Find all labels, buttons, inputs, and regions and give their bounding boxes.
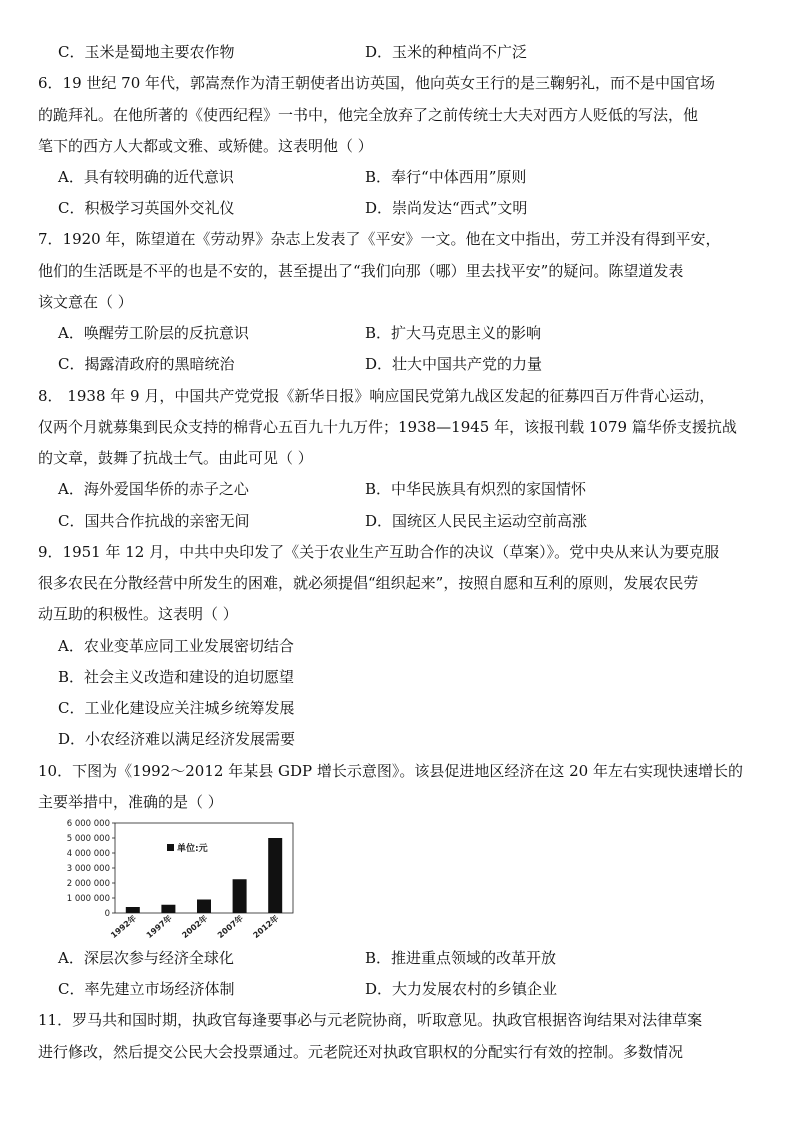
q9-option-b[interactable]: B．社会主义改造和建设的迫切愿望 (58, 668, 295, 686)
y-tick-label: 6 000 000 (66, 819, 110, 829)
q9-stem-line-2: 很多农民在分散经营中所发生的困难，就必须提倡“组织起来”，按照自愿和互利的原则，发展农民劳 (38, 574, 699, 592)
q9-stem-line-3: 动互助的积极性。这表明（ ） (38, 605, 238, 623)
q9-option-d[interactable]: D．小农经济难以满足经济发展需要 (58, 730, 296, 748)
y-tick-label: 5 000 000 (66, 834, 110, 844)
q7-stem-line-1: 7．1920 年，陈望道在《劳动界》杂志上发表了《平安》一文。他在文中指出，劳工并没有得到平安， (38, 230, 721, 248)
y-tick-label: 3 000 000 (66, 864, 110, 874)
q10-stem-line-1: 10．下图为《1992～2012 年某县 GDP 增长示意图》。该县促进地区经济在这 20 年左右实现快速增长的 (38, 762, 743, 780)
q8-option-d[interactable]: D．国统区人民民主运动空前高涨 (365, 512, 588, 530)
bar-2002年 (197, 900, 211, 914)
q11-stem-line-2: 进行修改，然后提交公民大会投票通过。元老院还对执政官职权的分配实行有效的控制。多数情况 (38, 1043, 684, 1061)
q10-option-b[interactable]: B．推进重点领域的改革开放 (365, 949, 557, 967)
q10-option-a[interactable]: A．深层次参与经济全球化 (58, 949, 234, 967)
q7-option-c[interactable]: C．揭露清政府的黑暗统治 (58, 355, 235, 373)
q9-option-c[interactable]: C．工业化建设应关注城乡统筹发展 (58, 699, 295, 717)
q7-stem-line-2: 他们的生活既是不平的也是不安的，甚至提出了“我们向那（哪）里去找平安”的疑问。陈望道发表 (38, 262, 684, 280)
y-tick-label: 4 000 000 (66, 849, 110, 859)
gdp-bar-chart (55, 815, 305, 950)
q8-option-a[interactable]: A．海外爱国华侨的赤子之心 (58, 480, 249, 498)
q7-stem-line-3: 该文意在（ ） (38, 293, 133, 311)
q5-option-d[interactable]: D．玉米的种植尚不广泛 (365, 43, 528, 61)
y-tick-label: 2 000 000 (66, 879, 110, 889)
chart-legend (167, 842, 208, 854)
x-tick-label: 2002年 (180, 913, 210, 940)
q7-option-d[interactable]: D．壮大中国共产党的力量 (365, 355, 543, 373)
q10-option-d[interactable]: D．大力发展农村的乡镇企业 (365, 980, 558, 998)
chart-x-ticks (108, 913, 280, 940)
legend-label: 单位:元 (177, 844, 208, 854)
x-tick-label: 1992年 (109, 913, 139, 940)
bar-2007年 (233, 879, 247, 913)
q8-stem-line-1: 8． 1938 年 9 月，中国共产党党报《新华日报》响应国民党第九战区发起的征募四百万件背心运动， (38, 387, 715, 405)
q6-option-b[interactable]: B．奉行“中体西用”原则 (365, 168, 527, 186)
x-tick-label: 1997年 (144, 913, 174, 940)
q8-stem-line-3: 的文章，鼓舞了抗战士气。由此可见（ ） (38, 449, 313, 467)
q11-stem-line-1: 11．罗马共和国时期，执政官每逢要事必与元老院协商，听取意见。执政官根据咨询结果对法律草案 (38, 1011, 703, 1029)
q7-option-b[interactable]: B．扩大马克思主义的影响 (365, 324, 542, 342)
q6-option-c[interactable]: C．积极学习英国外交礼仪 (58, 199, 235, 217)
q8-stem-line-2: 仅两个月就募集到民众支持的棉背心五百九十九万件；1938—1945 年，该报刊载 1079 篇华侨支援抗战 (38, 418, 737, 436)
chart-y-ticks (67, 819, 115, 919)
q8-option-b[interactable]: B．中华民族具有炽烈的家国情怀 (365, 480, 587, 498)
y-tick-label: 0 (104, 909, 110, 919)
q6-stem-line-1: 6．19 世纪 70 年代，郭嵩焘作为清王朝使者出访英国，他向英女王行的是三鞠躬礼，而不是中国官场 (38, 74, 716, 92)
q9-option-a[interactable]: A．农业变革应同工业发展密切结合 (58, 637, 294, 655)
q6-stem-line-2: 的跪拜礼。在他所著的《使西纪程》一书中，他完全放弃了之前传统士大夫对西方人贬低的写法，他 (38, 106, 699, 124)
q8-option-c[interactable]: C．国共合作抗战的亲密无间 (58, 512, 250, 530)
bar-1997年 (161, 905, 175, 913)
q6-option-a[interactable]: A．具有较明确的近代意识 (58, 168, 234, 186)
q10-stem-line-2: 主要举措中，准确的是（ ） (38, 793, 223, 811)
legend-swatch (167, 844, 174, 851)
q6-stem-line-3: 笔下的西方人大都或文雅、或矫健。这表明他（ ） (38, 137, 373, 155)
q5-option-c[interactable]: C．玉米是蜀地主要农作物 (58, 43, 235, 61)
q9-stem-line-1: 9．1951 年 12 月，中共中央印发了《关于农业生产互助合作的决议（草案）》。党中央从来认为要克服 (38, 543, 720, 561)
bar-2012年 (268, 838, 282, 913)
q7-option-a[interactable]: A．唤醒劳工阶层的反抗意识 (58, 324, 249, 342)
x-tick-label: 2012年 (251, 913, 281, 940)
x-tick-label: 2007年 (215, 913, 245, 940)
bar-1992年 (126, 907, 140, 913)
y-tick-label: 1 000 000 (66, 894, 110, 904)
q6-option-d[interactable]: D．崇尚发达“西式”文明 (365, 199, 528, 217)
q10-option-c[interactable]: C．率先建立市场经济体制 (58, 980, 235, 998)
